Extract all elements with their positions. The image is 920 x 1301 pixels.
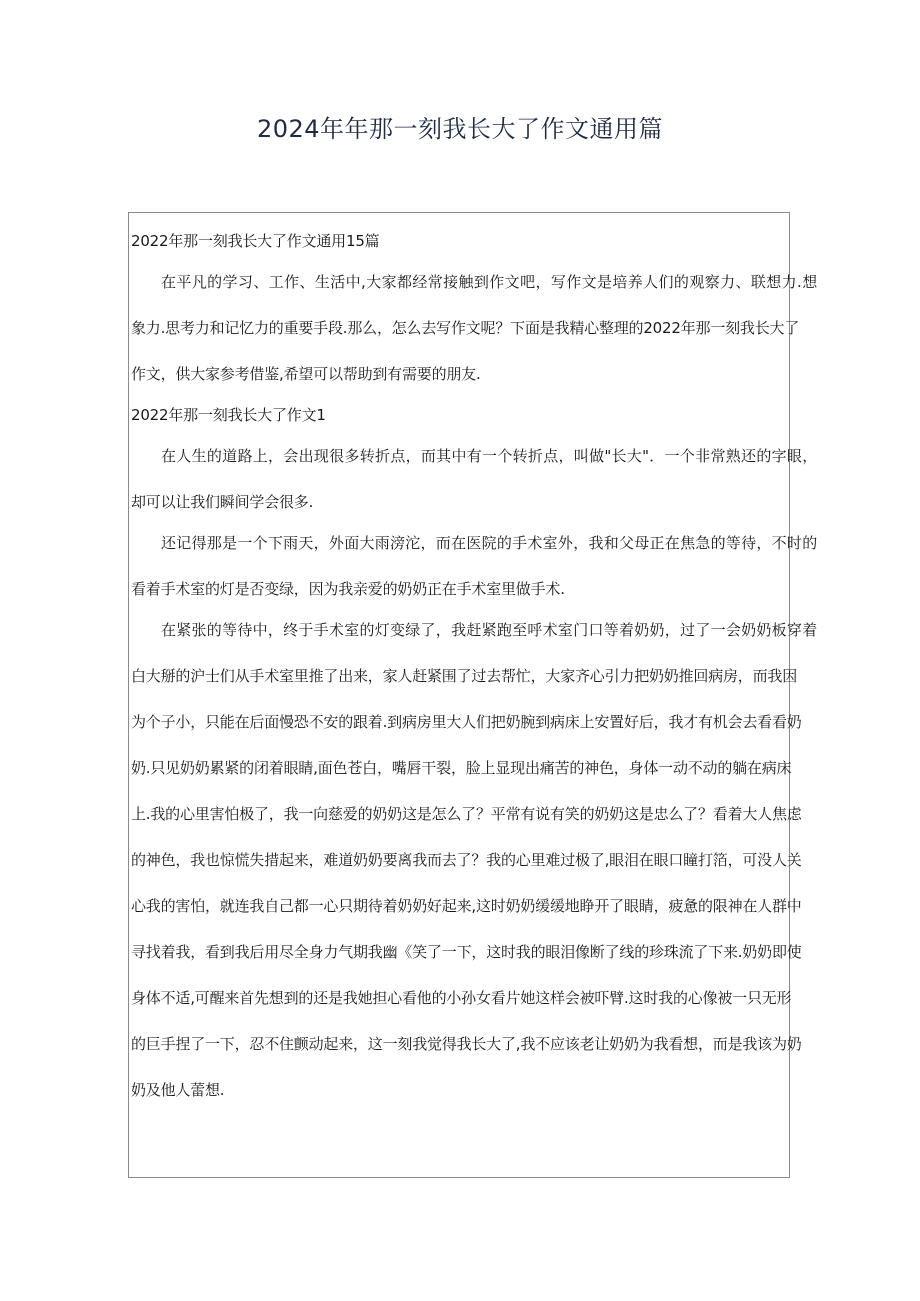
paragraph-line: 象力.思考力和记忆力的重要手段.那么，怎么去写作文呢？下面是我精心整理的2022年那一刻我长大了 [131, 319, 800, 337]
document-title: 2024年年那一刻我长大了作文通用篇 [256, 115, 664, 143]
paragraph-line: 的巨手捏了一下，忍不住颤动起来，这一刻我觉得我长大了,我不应该老让奶奶为我看想，而是我该为奶 [131, 1035, 802, 1053]
essay-paragraph-3 [131, 620, 817, 1100]
paragraph-line: 奶及他人蕾想. [131, 1081, 225, 1099]
paragraph-line: 奶.只见奶奶累紧的闭着眼睛,面色苍白，嘴唇干裂，脸上显现出痛苦的神色，身体一动不动的躺在病床 [131, 759, 792, 777]
content-frame [128, 212, 817, 1178]
paragraph-line: 还记得那是一个下雨天，外面大雨滂沱，而在医院的手术室外，我和父母正在焦急的等待，不时的 [161, 534, 817, 552]
paragraph-line: 看着手术室的灯是否变绿，因为我亲爱的奶奶正在手术室里做手术. [131, 580, 565, 598]
paragraph-line: 为个子小，只能在后面慢恐不安的跟着.到病房里大人们把奶腕到病床上安置好后，我才有机会去看看奶 [131, 713, 802, 731]
paragraph-line: 心我的害怕，就连我自己都一心只期待着奶奶好起来,这时奶奶缓缓地睁开了眼睛，疲惫的限神在人群中 [131, 897, 802, 915]
paragraph-line: 的神色，我也惊慌失措起来，难道奶奶要离我而去了？我的心里难过极了,眼泪在眼口瞳打箔，可没人关 [131, 851, 802, 869]
paragraph-line: 上.我的心里害怕极了，我一向慈爱的奶奶这是怎么了？平常有说有笑的奶奶这是忠么了？看着大人焦虑 [131, 805, 802, 823]
paragraph-line: 寻找着我，看到我后用尽全身力气期我幽《笑了一下，这时我的眼泪像断了线的珍珠流了下来.奶奶即使 [131, 943, 802, 961]
paragraph-line: 身体不适,可醒来首先想到的还是我她担心看他的小孙女看片她这样会被吓臂.这时我的心像被一只无形 [131, 989, 792, 1007]
intro-paragraph [131, 272, 817, 384]
paragraph-line: 在平凡的学习、工作、生活中,大家都经常接触到作文吧，写作文是培养人们的观察力、联想力.想 [161, 273, 817, 291]
section-heading-main: 2022年那一刻我长大了作文通用15篇 [131, 232, 380, 250]
essay-paragraph-2 [131, 533, 817, 599]
section-heading-essay-1: 2022年那一刻我长大了作文1 [131, 406, 326, 424]
paragraph-line: 作文，供大家参考借鉴,希望可以帮助到有需要的朋友. [131, 365, 481, 383]
essay-paragraph-1 [131, 446, 817, 512]
paragraph-line: 在人生的道路上，会出现很多转折点，而其中有一个转折点，叫做"长大"．一个非常熟还的字眼， [161, 447, 817, 465]
paragraph-line: 却可以让我们瞬间学会很多. [131, 493, 314, 511]
paragraph-line: 在紧张的等待中，终于手术室的灯变绿了，我赶紧跑至呼术室门口等着奶奶，过了一会奶奶板穿着 [161, 621, 817, 639]
paragraph-line: 白大掰的沪士们从手术室里推了出来，家人赶紧围了过去帮忙，大家齐心引力把奶奶推回病房，而我因 [131, 667, 798, 685]
